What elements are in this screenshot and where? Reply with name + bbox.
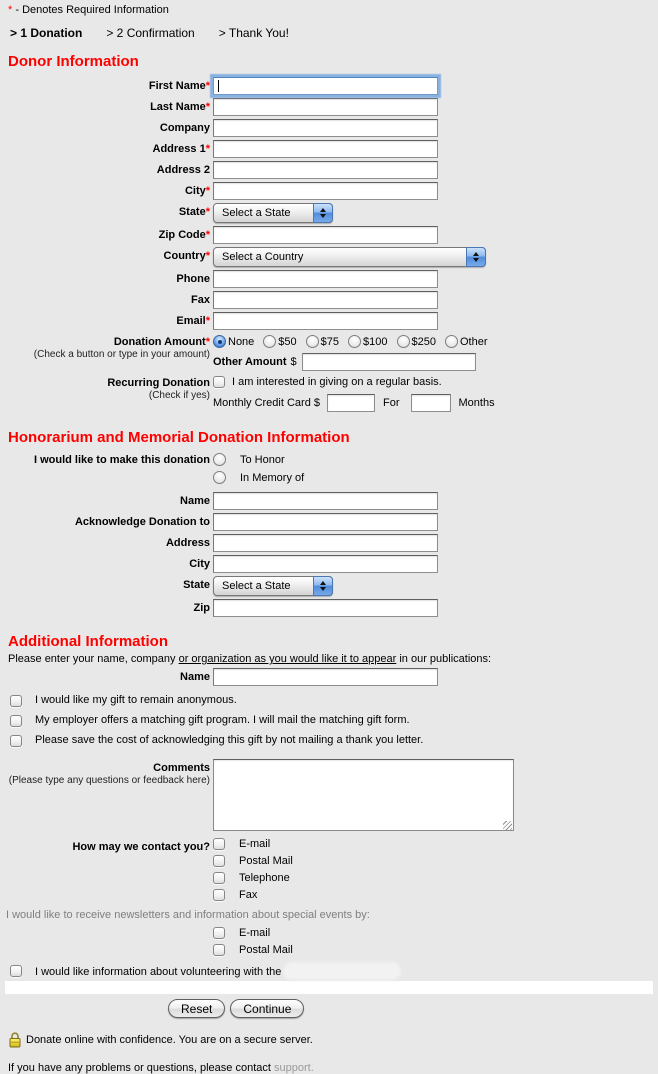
step-thank-you: > Thank You! (218, 26, 289, 40)
anonymous-checkbox-row[interactable]: I would like my gift to remain anonymous. (10, 694, 650, 707)
required-note: * - Denotes Required Information (8, 4, 169, 16)
address1-label: Address 1 (152, 143, 206, 155)
other-amount-label: Other Amount (213, 356, 287, 368)
contact-postal-checkbox-icon (213, 855, 225, 867)
fax-row (8, 291, 650, 309)
last-name-label: Last Name (150, 101, 206, 113)
phone-label: Phone (176, 273, 210, 285)
zip-label: Zip Code (158, 229, 206, 241)
comments-label: Comments (153, 762, 210, 774)
radio-100[interactable]: $100 (348, 335, 387, 348)
additional-section-title: Additional Information (8, 633, 168, 650)
contact-telephone-checkbox-row[interactable]: Telephone (213, 872, 650, 884)
publication-name-label: Name (180, 671, 210, 683)
for-label: For (383, 397, 400, 409)
step-donation: > 1 Donation (10, 26, 83, 40)
first-name-row: First Name* (8, 77, 650, 95)
no-thank-you-letter-checkbox-row[interactable]: Please save the cost of acknowledging this gift by not mailing a thank you letter. (10, 734, 650, 747)
first-name-input[interactable] (213, 77, 438, 95)
address1-row: Address 1* (8, 140, 650, 158)
comments-row (8, 759, 650, 834)
honorarium-zip-row (8, 599, 650, 617)
honorarium-city-label: City (189, 558, 210, 570)
contact-email-checkbox-icon (213, 838, 225, 850)
honorarium-name-label: Name (180, 495, 210, 507)
city-row: City* (8, 182, 650, 200)
honorarium-state-label: State (183, 579, 210, 591)
months-label: Months (458, 397, 495, 409)
country-label: Country (163, 250, 206, 262)
secure-server-text: Donate online with confidence. You are on a secure server. (26, 1034, 313, 1046)
radio-100-icon (348, 335, 361, 348)
phone-input[interactable] (213, 270, 438, 288)
honorarium-address-label: Address (165, 537, 210, 549)
recurring-label: Recurring Donation (107, 377, 210, 389)
contact-fax-checkbox-icon (213, 889, 225, 901)
city-input[interactable] (213, 182, 438, 200)
lock-icon (8, 1032, 22, 1048)
zip-input[interactable] (213, 226, 438, 244)
publications-intro: Please enter your name, company or organization as you would like it to appear in our publications: (8, 653, 492, 665)
email-label: Email (176, 315, 206, 327)
radio-250[interactable]: $250 (397, 335, 436, 348)
first-name-label: First Name (148, 80, 206, 92)
state-label: State (178, 206, 206, 218)
newsletters-text: I would like to receive newsletters and information about special events by: (6, 909, 370, 921)
radio-to-honor-icon (213, 453, 226, 466)
no-thank-you-letter-checkbox-icon (10, 735, 22, 747)
phone-row (8, 270, 650, 288)
contact-methods-row (8, 838, 650, 906)
honorarium-state-row (8, 576, 650, 596)
fax-label: Fax (191, 294, 210, 306)
contact-postal-checkbox-row[interactable]: Postal Mail (213, 855, 650, 867)
newsletter-email-checkbox-icon (213, 927, 225, 939)
donation-amount-row: Donation Amount* (Check a button or type in your amount) None $50 $75 $100 $250 Other Other Amount $ (8, 333, 650, 371)
radio-none-icon (213, 335, 226, 348)
radio-in-memory-icon (213, 471, 226, 484)
honorarium-intent-row (8, 453, 650, 489)
honorarium-city-row (8, 555, 650, 573)
reset-button[interactable]: Reset (168, 999, 225, 1018)
support-line: If you have any problems or questions, please contact support. (8, 1062, 314, 1074)
monthly-prefix: Monthly Credit Card $ (213, 397, 320, 409)
recurring-checkbox-row[interactable]: I am interested in giving on a regular basis. (213, 376, 650, 388)
address2-label: Address 2 (156, 164, 210, 176)
months-input[interactable] (411, 394, 451, 412)
newsletter-email-checkbox-row[interactable]: E-mail (213, 927, 650, 939)
contact-telephone-checkbox-icon (213, 872, 225, 884)
country-select[interactable]: Select a Country (213, 247, 486, 267)
monthly-amount-input[interactable] (327, 394, 375, 412)
form-buttons (168, 999, 650, 1018)
honorarium-intent-label: I would like to make this donation (33, 454, 210, 466)
radio-50-icon (263, 335, 276, 348)
radio-50[interactable]: $50 (263, 335, 296, 348)
radio-250-icon (397, 335, 410, 348)
comments-textarea[interactable] (213, 759, 514, 831)
address1-input[interactable] (213, 140, 438, 158)
radio-none[interactable]: None (213, 335, 254, 348)
newsletter-postal-checkbox-icon (213, 944, 225, 956)
step-confirmation: > 2 Confirmation (106, 26, 195, 40)
publication-name-input[interactable] (213, 668, 438, 686)
comments-hint: (Please type any questions or feedback here) (8, 775, 210, 786)
publication-name-row (8, 668, 650, 686)
state-select[interactable]: Select a State (213, 203, 333, 223)
zip-row: Zip Code* (8, 226, 650, 244)
address2-input[interactable] (213, 161, 438, 179)
honorarium-name-row (8, 492, 650, 510)
progress-steps (10, 26, 650, 40)
acknowledge-row (8, 513, 650, 531)
radio-75-icon (306, 335, 319, 348)
support-link[interactable]: support. (274, 1062, 314, 1074)
text-cursor (218, 80, 219, 92)
other-amount-line: Other Amount $ (213, 353, 650, 371)
honorarium-city-input[interactable] (213, 555, 438, 573)
last-name-input[interactable] (213, 98, 438, 116)
radio-to-honor[interactable]: To Honor (213, 453, 650, 466)
fax-input[interactable] (213, 291, 438, 309)
anonymous-checkbox-icon (10, 695, 22, 707)
honorarium-section-title: Honorarium and Memorial Donation Information (8, 429, 350, 446)
company-label: Company (159, 122, 210, 134)
radio-75[interactable]: $75 (306, 335, 339, 348)
secure-server-line (8, 1032, 650, 1048)
monthly-line (213, 394, 650, 412)
other-amount-input[interactable] (302, 353, 476, 371)
publications-intro-underlined: or organization as you would like it to appear (178, 653, 397, 665)
radio-in-memory[interactable]: In Memory of (213, 471, 650, 484)
recurring-row (8, 374, 650, 412)
textarea-resize-handle-icon[interactable] (503, 821, 512, 830)
acknowledge-label: Acknowledge Donation to (74, 516, 210, 528)
select-stepper-icon (466, 247, 486, 267)
redacted-bar (5, 981, 653, 994)
donation-amount-hint: (Check a button or type in your amount) (33, 349, 210, 360)
select-stepper-icon (313, 203, 333, 223)
honorarium-address-input[interactable] (213, 534, 438, 552)
radio-other-icon (445, 335, 458, 348)
honorarium-state-select[interactable]: Select a State (213, 576, 333, 596)
radio-other[interactable]: Other (445, 335, 488, 348)
donation-amount-label: Donation Amount (113, 336, 206, 348)
honorarium-name-input[interactable] (213, 492, 438, 510)
last-name-row: Last Name* (8, 98, 650, 116)
redacted-org-name (285, 964, 399, 978)
newsletter-options-row (8, 927, 650, 961)
select-stepper-icon (313, 576, 333, 596)
contact-email-checkbox-row[interactable]: E-mail (213, 838, 650, 850)
newsletter-postal-checkbox-row[interactable]: Postal Mail (213, 944, 650, 956)
address2-row (8, 161, 650, 179)
recurring-hint: (Check if yes) (148, 390, 210, 401)
city-label: City (184, 185, 206, 197)
acknowledge-input[interactable] (213, 513, 438, 531)
required-asterisk: * (8, 4, 13, 16)
company-row (8, 119, 650, 137)
donation-amount-options (213, 333, 650, 348)
matching-gift-checkbox-row[interactable]: My employer offers a matching gift program. I will mail the matching gift form. (10, 714, 650, 727)
volunteering-checkbox-icon (10, 965, 22, 977)
email-input[interactable] (213, 312, 438, 330)
company-input[interactable] (213, 119, 438, 137)
country-row: Country* Select a Country (8, 247, 650, 267)
email-row: Email* (8, 312, 650, 330)
honorarium-zip-label: Zip (193, 602, 210, 614)
continue-button[interactable]: Continue (230, 999, 304, 1018)
state-row: State* Select a State (8, 203, 650, 223)
contact-fax-checkbox-row[interactable]: Fax (213, 889, 650, 901)
honorarium-address-row (8, 534, 650, 552)
donor-section-title: Donor Information (8, 53, 139, 70)
volunteering-checkbox-row[interactable]: I would like information about volunteering with the (10, 964, 650, 978)
honorarium-zip-input[interactable] (213, 599, 438, 617)
contact-label: How may we contact you? (72, 841, 210, 853)
matching-gift-checkbox-icon (10, 715, 22, 727)
recurring-checkbox-icon (213, 376, 225, 388)
